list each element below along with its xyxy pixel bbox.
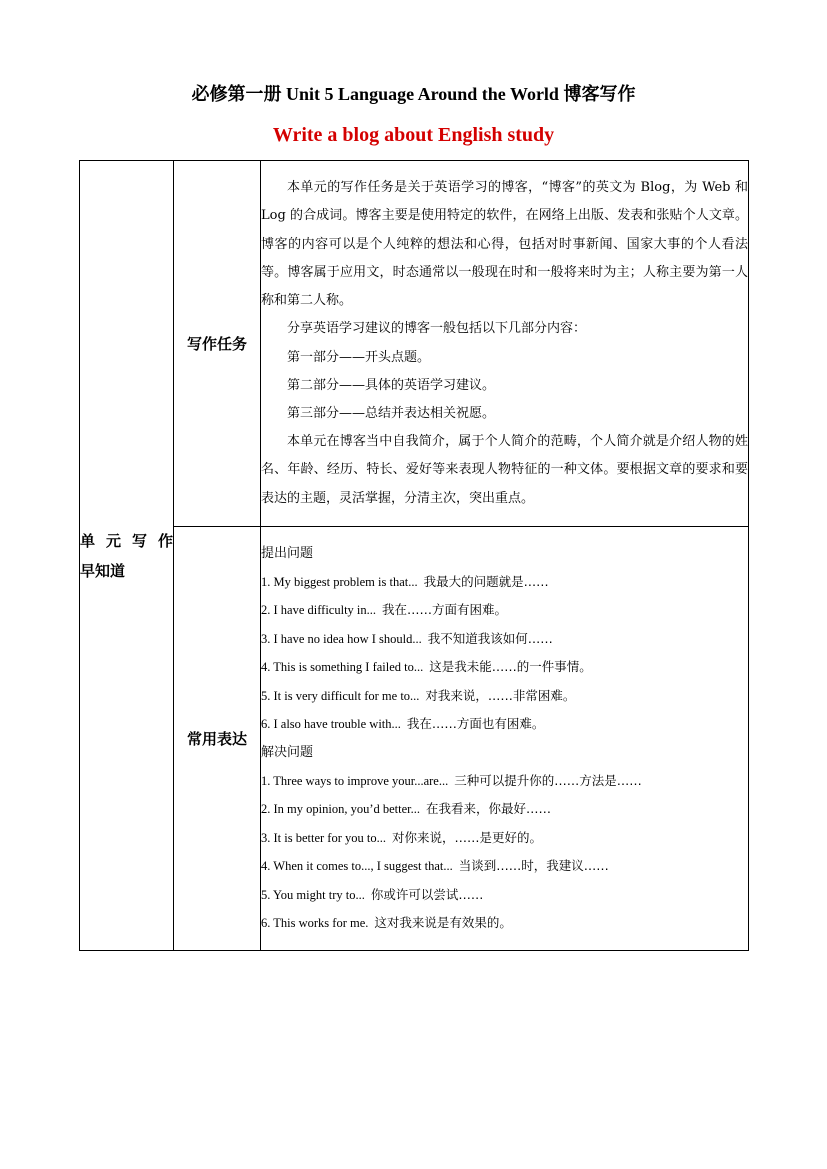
task-paragraph-part1: 第一部分——开头点题。 bbox=[287, 349, 431, 365]
section-label-line-2: 早知道 bbox=[80, 561, 126, 580]
task-paragraph-self-intro: 本单元在博客当中自我简介，属于个人简介的范畴，个人简介就是介绍人物的姓名、年龄、经历、特长、爱好等来表现人物特征的一种文体。要根据文章的要求和要表达的主题，灵活掌握，分清主次，突出重点。 bbox=[261, 434, 748, 506]
expressions-row bbox=[80, 527, 749, 951]
expression-item: 2. In my opinion, you’d better... 在我看来，你最好…… bbox=[261, 801, 552, 817]
writing-guide-table bbox=[79, 160, 749, 951]
task-paragraph-structure: 分享英语学习建议的博客一般包括以下几部分内容： bbox=[287, 321, 587, 337]
expression-item: 1. My biggest problem is that... 我最大的问题就是…… bbox=[261, 574, 549, 590]
section-label bbox=[80, 161, 174, 951]
expression-item: 4. When it comes to..., I suggest that... 当谈到……时，我建议…… bbox=[261, 858, 609, 874]
task-paragraph-part2: 第二部分——具体的英语学习建议。 bbox=[287, 377, 496, 393]
group-title-problems: 提出问题 bbox=[261, 545, 314, 561]
task-paragraph-part3: 第三部分——总结并表达相关祝愿。 bbox=[287, 405, 496, 421]
task-paragraph-intro: 本单元的写作任务是关于英语学习的博客，“博客”的英文为 Blog，为 Web 和 Log 的合成词。博客主要是使用特定的软件，在网络上出版、发表和张贴个人文章。博客的内容可以是个人纯粹的想法和心得，包括对时事新闻、国家大事的个人看法等。博客属于应用文，时态通常以一般现在时和一般将来时为主；人称主要为第一人称和第二人称。 bbox=[261, 180, 748, 309]
section-label-line-1: 单元写作 bbox=[80, 531, 173, 550]
expression-item: 3. It is better for you to... 对你来说，……是更好的。 bbox=[261, 829, 542, 845]
expression-item: 6. I also have trouble with... 我在……方面也有困难。 bbox=[261, 716, 545, 732]
page-subtitle: Write a blog about English study bbox=[272, 124, 555, 146]
expression-item: 4. This is something I failed to... 这是我未能……的一件事情。 bbox=[261, 659, 592, 675]
group-title-solutions: 解决问题 bbox=[261, 744, 314, 760]
expressions-label: 常用表达 bbox=[174, 527, 261, 951]
expression-item: 2. I have difficulty in... 我在……方面有困难。 bbox=[261, 602, 508, 618]
expression-item: 3. I have no idea how I should... 我不知道我该如何…… bbox=[261, 630, 553, 646]
expressions-content bbox=[261, 527, 749, 951]
expression-item: 5. You might try to... 你或许可以尝试…… bbox=[261, 886, 484, 902]
expression-item: 1. Three ways to improve your...are... 三种可以提升你的……方法是…… bbox=[261, 772, 642, 788]
expression-item: 5. It is very difficult for me to... 对我来说，……非常困难。 bbox=[261, 687, 576, 703]
task-row bbox=[80, 161, 749, 527]
task-content bbox=[261, 161, 749, 527]
task-label: 写作任务 bbox=[174, 161, 261, 527]
expression-item: 6. This works for me. 这对我来说是有效果的。 bbox=[261, 914, 512, 930]
page-title: 必修第一册 Unit 5 Language Around the World 博客写作 bbox=[191, 84, 636, 104]
